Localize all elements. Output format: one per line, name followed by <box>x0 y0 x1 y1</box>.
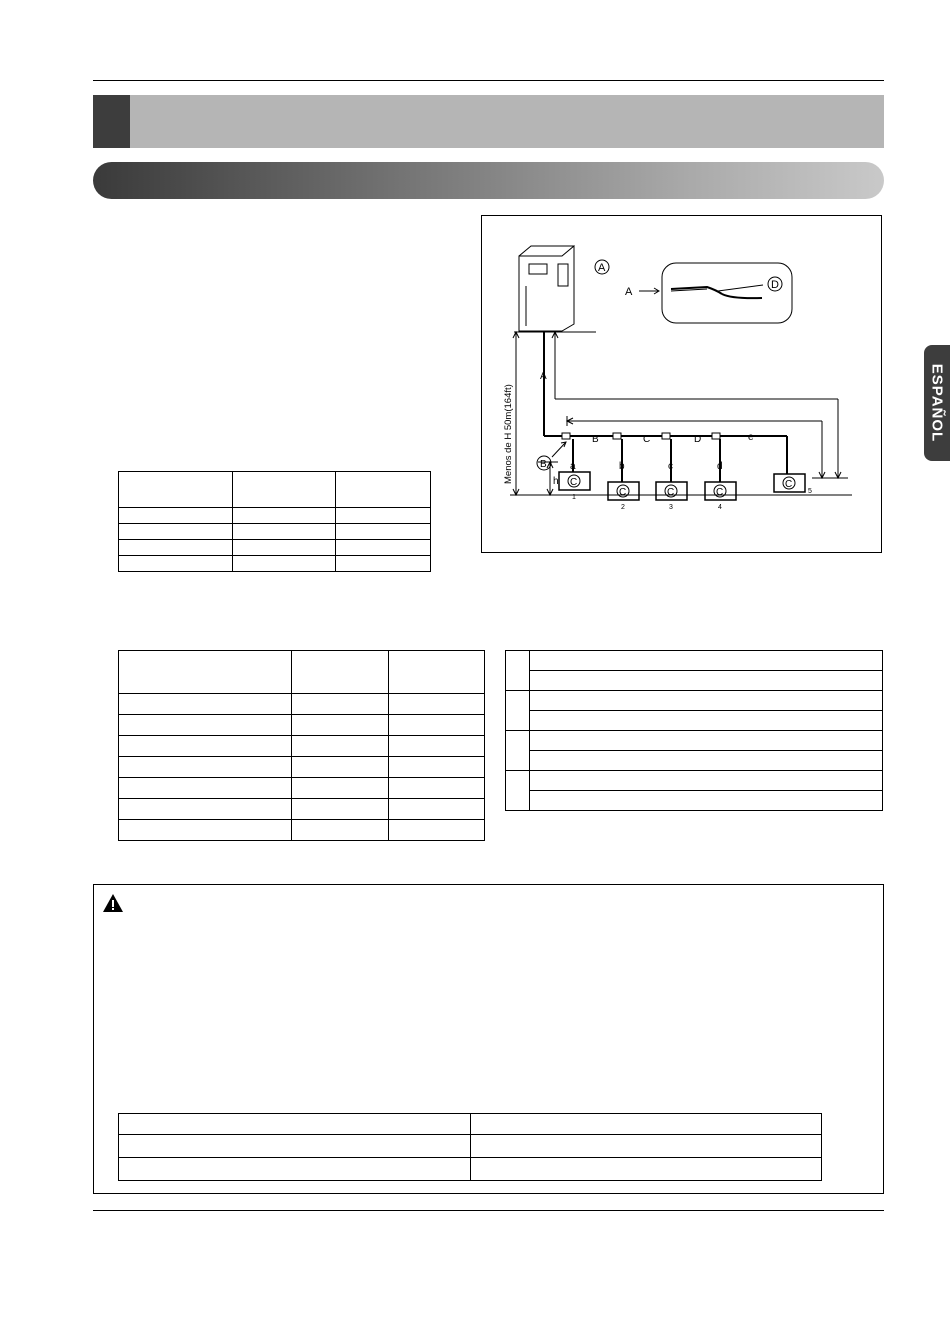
detail-bubble <box>662 263 792 323</box>
pipe-table-4 <box>118 1113 822 1181</box>
indoor-5-number: 5 <box>808 488 812 495</box>
indoor-5-marker: C <box>785 479 793 490</box>
section-title-bar <box>93 95 884 148</box>
table-cell <box>119 472 233 508</box>
pipe-table-1 <box>118 471 431 572</box>
table-cell <box>389 715 485 736</box>
marker-d-label: D <box>771 279 779 291</box>
top-rule <box>93 80 884 81</box>
table-cell <box>530 731 883 751</box>
outdoor-unit-icon <box>519 246 574 331</box>
table-cell <box>530 691 883 711</box>
table-cell <box>292 694 389 715</box>
table-cell <box>119 778 292 799</box>
table-cell <box>119 508 233 524</box>
piping-diagram-figure <box>481 215 882 553</box>
indoor-1-number: 1 <box>572 494 576 501</box>
marker-b-label: B <box>540 459 547 470</box>
pipe-b-label: B <box>592 434 599 445</box>
table-cell <box>119 736 292 757</box>
table-cell <box>292 820 389 841</box>
table-cell <box>292 799 389 820</box>
indoor-2-number: 2 <box>621 504 625 511</box>
table-cell <box>530 711 883 731</box>
table-cell <box>119 651 292 694</box>
table-cell <box>119 820 292 841</box>
pipe-d-label: D <box>694 434 702 445</box>
table-cell <box>336 508 431 524</box>
table-cell <box>530 651 883 671</box>
table-cell <box>530 771 883 791</box>
table-cell <box>119 694 292 715</box>
table-cell <box>233 524 336 540</box>
pipe-table-3 <box>505 650 883 811</box>
table-cell <box>119 556 233 572</box>
table-cell <box>119 757 292 778</box>
indoor-3-marker: C <box>667 487 675 498</box>
table-cell <box>119 1114 471 1135</box>
table-cell <box>530 671 883 691</box>
language-tab[interactable] <box>924 345 950 461</box>
table-cell <box>233 556 336 572</box>
table-cell <box>389 694 485 715</box>
indoor-3-number: 3 <box>669 504 673 511</box>
table-cell <box>389 651 485 694</box>
bottom-rule <box>93 1210 884 1211</box>
table-cell <box>506 771 530 811</box>
piping-diagram <box>482 216 881 552</box>
pipe-c-label: C <box>643 434 651 445</box>
table-cell <box>336 540 431 556</box>
table-cell <box>506 731 530 771</box>
table-cell <box>471 1135 822 1158</box>
pipe-table-2 <box>118 650 485 841</box>
indoor-2-marker: C <box>619 487 627 498</box>
table-cell <box>336 556 431 572</box>
subsection-bar <box>93 162 884 199</box>
table-cell <box>233 472 336 508</box>
pipe-a-lower-label: a <box>570 461 576 472</box>
table-cell <box>336 524 431 540</box>
indoor-4-number: 4 <box>718 504 722 511</box>
pipe-a-label: A <box>540 371 547 382</box>
table-cell <box>389 757 485 778</box>
height-limit-label: Menos de H 50m(164ft) <box>503 384 514 484</box>
table-cell <box>506 691 530 731</box>
table-cell <box>389 736 485 757</box>
table-cell <box>119 799 292 820</box>
table-cell <box>389 778 485 799</box>
table-cell <box>119 540 233 556</box>
table-cell <box>471 1158 822 1181</box>
table-cell <box>292 778 389 799</box>
section-title-tab <box>93 95 130 148</box>
pipe-b-lower-label: b <box>619 461 625 472</box>
table-cell <box>530 751 883 771</box>
table-cell <box>389 820 485 841</box>
table-cell <box>292 736 389 757</box>
arrow-a-label: A <box>625 286 633 298</box>
table-cell <box>233 508 336 524</box>
indoor-4-marker: C <box>716 487 724 498</box>
warning-icon <box>102 893 124 913</box>
table-cell <box>119 1135 471 1158</box>
table-cell <box>292 651 389 694</box>
table-cell <box>506 651 530 691</box>
table-cell <box>233 540 336 556</box>
table-cell <box>119 715 292 736</box>
table-cell <box>471 1114 822 1135</box>
table-cell <box>389 799 485 820</box>
table-cell <box>292 757 389 778</box>
marker-a-label: A <box>598 262 606 274</box>
table-cell <box>119 524 233 540</box>
table-cell <box>292 715 389 736</box>
pipe-d-lower-label: d <box>717 461 723 472</box>
h-label: h <box>553 476 559 487</box>
indoor-1-marker: C <box>570 477 578 488</box>
pipe-c-lower-label: c <box>668 461 673 472</box>
table-cell <box>119 1158 471 1181</box>
table-cell <box>530 791 883 811</box>
table-cell <box>336 472 431 508</box>
language-tab-label: ESPAÑOL <box>928 363 946 443</box>
pipe-e-label: e <box>748 432 754 443</box>
